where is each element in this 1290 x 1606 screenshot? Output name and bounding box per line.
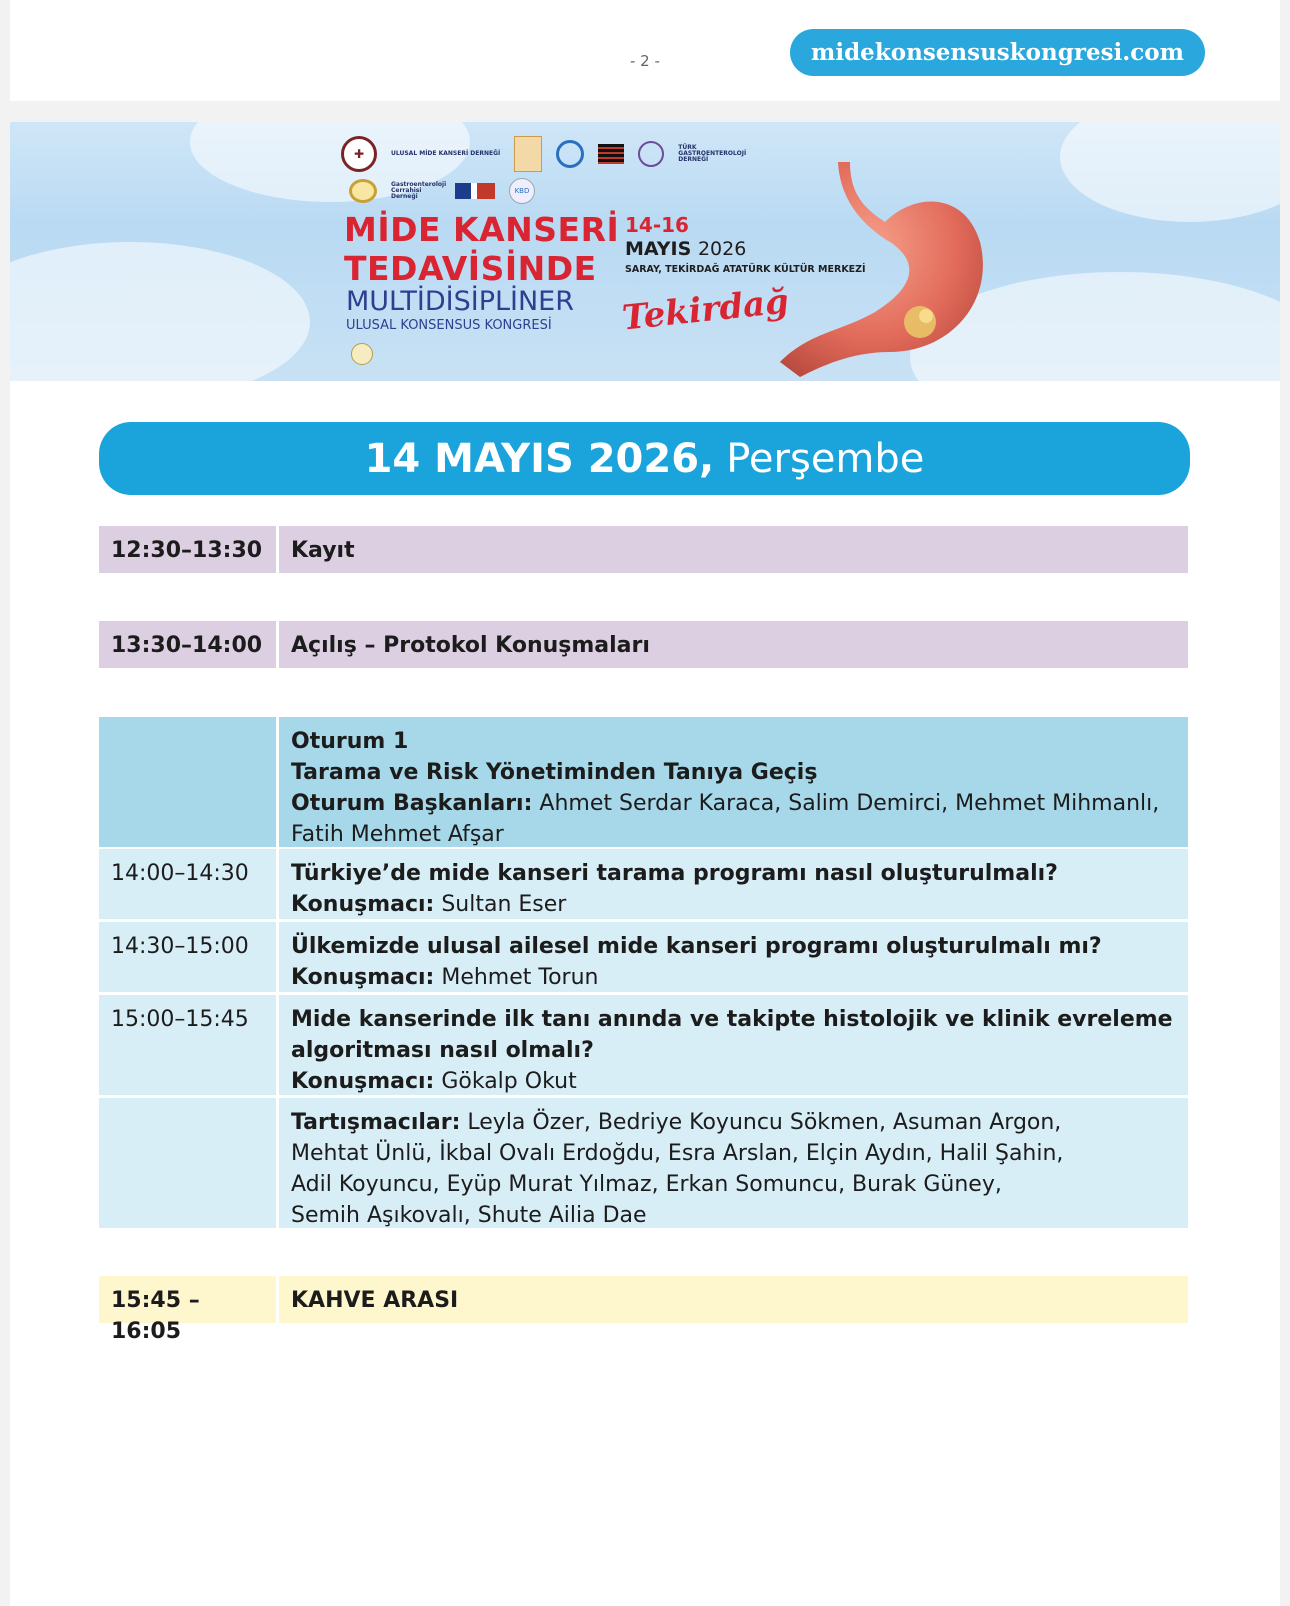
flag-logo-icon (455, 183, 495, 199)
talk-content (279, 995, 1188, 1095)
discussants-line: Tartışmacılar: Leyla Özer, Bedriye Koyuncu Sökmen, Asuman Argon, (291, 1110, 1062, 1135)
discussants-content (279, 1098, 1188, 1228)
session-topic: Tarama ve Risk Yönetiminden Tanıya Geçiş (291, 760, 818, 785)
page-number: - 2 - (630, 52, 660, 70)
sponsor-logos-row-2 (349, 178, 535, 204)
banner-title-line2: TEDAVİSİNDE (344, 249, 597, 288)
talk-row (99, 922, 1188, 992)
day-heading (99, 422, 1190, 495)
striped-logo-icon (598, 144, 624, 164)
tgd-logo-text: TÜRK GASTROENTEROLOJİ DERNEĞİ (678, 144, 747, 163)
guitar-logo-icon (514, 136, 542, 172)
day-weekday: Perşembe (726, 435, 925, 482)
talk-speaker: Konuşmacı: Sultan Eser (291, 892, 567, 917)
anniversary-badge-icon (351, 343, 373, 365)
schedule-row-registration (99, 526, 1188, 573)
session-info (279, 717, 1188, 847)
circle-logo-icon (556, 140, 584, 168)
talk-title-cont: algoritması nasıl olmalı? (291, 1038, 594, 1063)
row-time-empty (99, 1098, 276, 1228)
banner-title-line4: ULUSAL KONSENSUS KONGRESİ (346, 318, 552, 333)
talk-speaker: Konuşmacı: Gökalp Okut (291, 1069, 577, 1094)
gcd-logo-text: Gastroenteroloji Cerrahisi Derneği (391, 181, 447, 200)
banner-date-range: 14-16 (625, 213, 689, 237)
row-title: KAHVE ARASI (279, 1276, 1188, 1323)
row-time: 15:00–15:45 (99, 995, 276, 1095)
row-time: 14:30–15:00 (99, 922, 276, 992)
discussants-row (99, 1098, 1188, 1228)
session-chairs-cont: Fatih Mehmet Afşar (291, 822, 504, 847)
row-time-empty (99, 717, 276, 847)
day-date: 14 MAYIS 2026, (364, 435, 715, 482)
tgd-logo-icon (638, 141, 664, 167)
banner-venue: SARAY, TEKİRDAĞ ATATÜRK KÜLTÜR MERKEZİ (625, 264, 866, 275)
congress-banner (10, 122, 1280, 381)
row-title: Kayıt (279, 526, 1188, 573)
discussants-line: Mehtat Ünlü, İkbal Ovalı Erdoğdu, Esra Arslan, Elçin Aydın, Halil Şahin, (291, 1141, 1064, 1166)
row-time: 14:00–14:30 (99, 849, 276, 919)
discussants-line: Semih Aşıkovalı, Shute Ailia Dae (291, 1203, 647, 1228)
row-time: 15:45 – 16:05 (99, 1276, 276, 1323)
row-time: 12:30–13:30 (99, 526, 276, 573)
session-header-row (99, 717, 1188, 847)
talk-content (279, 849, 1188, 919)
talk-title: Ülkemizde ulusal ailesel mide kanseri programı oluşturulmalı mı? (291, 934, 1102, 959)
sponsor-logos-row-1 (341, 136, 747, 172)
umkd-logo-icon: ✚ (341, 136, 377, 172)
banner-title-line1: MİDE KANSERİ (344, 210, 620, 249)
talk-content (279, 922, 1188, 992)
program-page (10, 122, 1280, 1606)
talk-row (99, 849, 1188, 919)
banner-title-line3: MULTİDİSİPLİNER (346, 286, 574, 317)
banner-city: Tekirdağ (620, 281, 791, 339)
stomach-illustration-icon (780, 162, 1010, 381)
talk-title: Türkiye’de mide kanseri tarama programı nasıl oluşturulmalı? (291, 861, 1058, 886)
row-title: Açılış – Protokol Konuşmaları (279, 621, 1188, 668)
discussants-line: Adil Koyuncu, Eyüp Murat Yılmaz, Erkan Somuncu, Burak Güney, (291, 1172, 1002, 1197)
talk-speaker: Konuşmacı: Mehmet Torun (291, 965, 599, 990)
talk-row (99, 995, 1188, 1095)
gcd-logo-icon (349, 179, 377, 203)
talk-title: Mide kanserinde ilk tanı anında ve takipte histolojik ve klinik evreleme (291, 1007, 1173, 1032)
kbd-logo-icon: KBD (509, 178, 535, 204)
banner-month-year: MAYIS 2026 (625, 238, 747, 260)
previous-page-footer (10, 0, 1280, 101)
umkd-logo-text: ULUSAL MİDE KANSERİ DERNEĞİ (391, 150, 501, 157)
row-time: 13:30–14:00 (99, 621, 276, 668)
session-chairs: Oturum Başkanları: Ahmet Serdar Karaca, Salim Demirci, Mehmet Mihmanlı, (291, 791, 1160, 816)
website-link[interactable]: midekonsensuskongresi.com (790, 29, 1205, 76)
schedule-row-coffee-break (99, 1276, 1188, 1344)
session-name: Oturum 1 (291, 729, 409, 754)
schedule-row-opening (99, 621, 1188, 668)
